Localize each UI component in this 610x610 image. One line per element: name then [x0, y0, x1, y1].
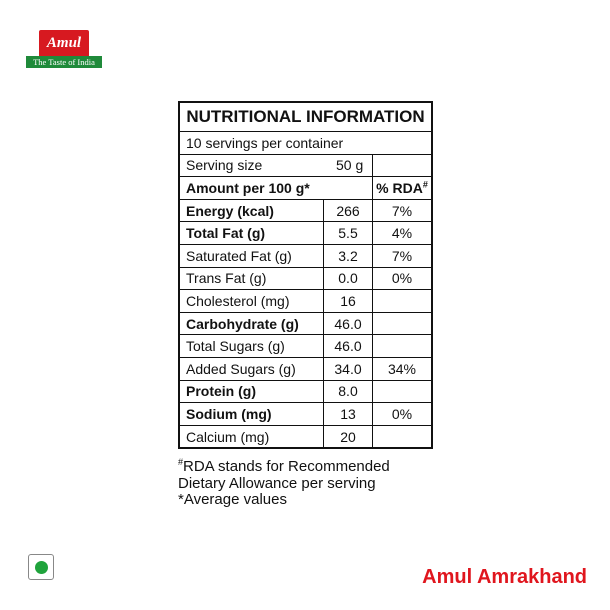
amount-per-100g-label: Amount per 100 g* [179, 177, 373, 200]
nutrient-row [179, 290, 432, 313]
rda-header-mark: # [422, 179, 428, 190]
nutrient-rda [373, 335, 433, 358]
nutrient-rda: 0% [373, 267, 433, 290]
nutrient-rda [373, 425, 433, 448]
footnote-rda-text: RDA stands for Recommended [183, 458, 390, 475]
amul-logo [26, 30, 102, 68]
nutrient-row [179, 357, 432, 380]
footnote-rda-line2: Dietary Allowance per serving [178, 474, 376, 492]
footnote-rda-mark: # [178, 457, 184, 467]
nutrient-row [179, 403, 432, 426]
nutrient-value: 16 [324, 290, 373, 313]
nutrient-name: Energy (kcal) [179, 199, 324, 222]
nutrient-name: Total Fat (g) [179, 222, 324, 245]
nutrient-rda: 7% [373, 199, 433, 222]
veg-dot-icon [35, 561, 48, 574]
nutrient-value: 46.0 [324, 312, 373, 335]
nutrient-row [179, 312, 432, 335]
nutrient-value: 34.0 [324, 357, 373, 380]
logo-tagline: The Taste of India [26, 56, 102, 68]
nutrient-row [179, 380, 432, 403]
nutrient-row [179, 199, 432, 222]
nutrient-rda: 0% [373, 403, 433, 426]
logo-wordmark: Amul [39, 30, 89, 56]
table-title: NUTRITIONAL INFORMATION [179, 102, 432, 132]
nutrient-rda: 4% [373, 222, 433, 245]
vegetarian-mark [28, 554, 54, 580]
nutrient-row [179, 335, 432, 358]
nutrient-value: 0.0 [324, 267, 373, 290]
nutrient-value: 266 [324, 199, 373, 222]
nutrient-name: Sodium (mg) [179, 403, 324, 426]
nutrient-row [179, 222, 432, 245]
serving-size-label: Serving size [186, 157, 263, 174]
nutrient-name: Protein (g) [179, 380, 324, 403]
nutrient-name: Added Sugars (g) [179, 357, 324, 380]
nutrition-table [178, 101, 433, 449]
nutrient-rda: 34% [373, 357, 433, 380]
nutrient-value: 5.5 [324, 222, 373, 245]
nutrient-rda [373, 290, 433, 313]
nutrient-row [179, 267, 432, 290]
nutrient-row [179, 244, 432, 267]
serving-size-rda-empty [373, 154, 433, 177]
nutrient-name: Carbohydrate (g) [179, 312, 324, 335]
nutrient-name: Trans Fat (g) [179, 267, 324, 290]
rda-column-header [373, 177, 433, 200]
nutrient-rda [373, 312, 433, 335]
nutrient-row [179, 425, 432, 448]
nutrient-name: Calcium (mg) [179, 425, 324, 448]
amount-header-row [179, 177, 432, 200]
nutrient-rda: 7% [373, 244, 433, 267]
nutrient-rda [373, 380, 433, 403]
nutrient-value: 13 [324, 403, 373, 426]
nutrient-value: 46.0 [324, 335, 373, 358]
footnotes [178, 459, 390, 509]
serving-size-cell [179, 154, 373, 177]
nutrient-value: 3.2 [324, 244, 373, 267]
nutrient-name: Cholesterol (mg) [179, 290, 324, 313]
servings-row [179, 132, 432, 155]
footnote-rda-line1 [178, 459, 390, 476]
rda-header-label: % RDA [376, 179, 423, 196]
nutrient-value: 8.0 [324, 380, 373, 403]
nutrient-value: 20 [324, 425, 373, 448]
servings-per-container: 10 servings per container [179, 132, 432, 155]
nutrient-name: Saturated Fat (g) [179, 244, 324, 267]
serving-size-row [179, 154, 432, 177]
serving-size-value: 50 g [336, 157, 364, 174]
nutrient-name: Total Sugars (g) [179, 335, 324, 358]
footnote-average: *Average values [178, 491, 287, 508]
product-name: Amul Amrakhand [422, 566, 587, 588]
table-title-row [179, 102, 432, 132]
